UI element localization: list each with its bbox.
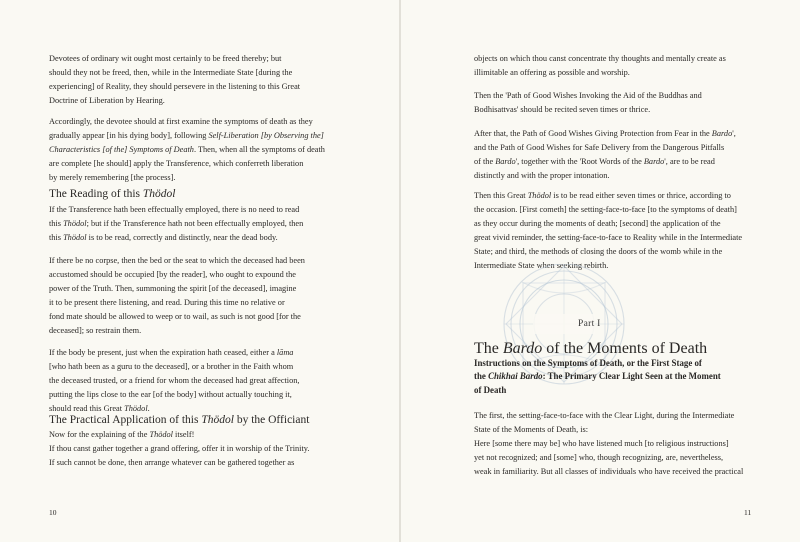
text-line: [49, 66, 300, 80]
text-line: [49, 310, 305, 324]
text-run: The Reading of this: [49, 188, 143, 200]
text-run: should read this Great: [49, 404, 125, 414]
right-para-1: [474, 52, 726, 80]
text-line: [474, 217, 742, 231]
text-line: [49, 456, 309, 470]
text-run: great vivid reminder, the setting-face-to-face to Reality while in the Intermediate: [474, 233, 743, 243]
right-para-5: [474, 409, 743, 479]
text-line: [49, 360, 299, 374]
italic-text: Thödol: [63, 219, 87, 229]
text-run: distinctly and with the proper intonation.: [474, 171, 610, 181]
text-run: experiencing] of Reality, they should persevere in the listening to this Great: [49, 82, 301, 92]
italic-text: Bardo: [502, 340, 543, 357]
text-run: this: [49, 219, 64, 229]
text-line: [49, 52, 300, 66]
text-line: [49, 428, 309, 442]
text-line: [474, 370, 721, 383]
text-line: [474, 409, 743, 423]
text-run: The first, the setting-face-to-face with the Clear Light, during the Intermediate: [474, 411, 735, 420]
italic-text: Thödol: [149, 430, 173, 439]
text-run: ', are to be read: [664, 157, 715, 167]
text-run: of the Moments of Death: [542, 340, 708, 357]
text-line: [474, 245, 742, 259]
left-para-3: [49, 203, 303, 245]
text-run: of Death: [474, 384, 507, 395]
text-run: After that, the Path of Good Wishes Giving Protection from Fear in the: [474, 129, 712, 138]
text-run: [who hath been as a guru to the deceased], or a brother in the Faith whom: [49, 362, 294, 372]
text-run: ', together with the 'Root Words of the: [515, 157, 644, 167]
text-run: objects on which thou canst concentrate thy thoughts and mentally create as: [474, 54, 726, 63]
text-run: If the Transference hath been effectually employed, there is no need to read: [49, 205, 300, 214]
text-run: of the: [474, 157, 496, 167]
text-line: [474, 357, 721, 370]
left-para-5: [49, 346, 299, 416]
text-run: ; but if the Transference hath not been effectually employed, then: [86, 219, 304, 229]
text-line: [474, 155, 736, 169]
text-run: is to be read, correctly and distinctly, near the dead body.: [86, 233, 278, 243]
text-run: Intermediate State when seeking rebirth.: [474, 261, 609, 271]
text-run: accustomed should be occupied [by the reader], who ought to expound the: [49, 270, 296, 280]
text-run: Devotees of ordinary wit ought most certainly to be freed thereby; but: [49, 54, 282, 63]
text-line: [49, 254, 305, 268]
italic-text: Bardo: [711, 129, 733, 138]
text-run: Then this Great: [474, 191, 528, 200]
text-run: The: [474, 340, 503, 357]
text-run: itself!: [172, 430, 195, 439]
italic-text: Thödol: [63, 233, 87, 243]
italic-text: Characteristics [of the] Symptoms of Death: [49, 145, 194, 155]
text-run: Then the 'Path of Good Wishes Invoking the Aid of the Buddhas and: [474, 91, 702, 100]
text-run: illimitable an offering as possible and worship.: [474, 68, 630, 78]
italic-text: Thödol: [142, 188, 176, 200]
left-para-4: [49, 254, 305, 339]
italic-text: Thödol: [201, 414, 234, 426]
text-line: [474, 465, 743, 479]
italic-text: lāma: [276, 348, 294, 357]
text-line: [474, 423, 743, 437]
text-run: Instructions on the Symptoms of Death, or the First Stage of: [474, 358, 702, 368]
text-line: [49, 143, 325, 157]
italic-text: Thödol: [527, 191, 552, 200]
text-run: weak in familiarity. But all classes of individuals who have received the practical: [474, 467, 744, 477]
text-line: [474, 231, 742, 245]
chapter-title: [474, 340, 707, 358]
part-label: Part I: [578, 319, 601, 329]
text-run: Doctrine of Liberation by Hearing.: [49, 96, 165, 106]
right-para-4: [474, 189, 742, 274]
text-run: by merely remembering [the process].: [49, 173, 176, 183]
text-run: deceased]; so restrain them.: [49, 326, 142, 336]
left-para-2: [49, 115, 325, 185]
italic-text: Bardo: [495, 157, 516, 167]
text-line: [49, 217, 303, 231]
left-para-1: [49, 52, 300, 108]
text-run: it to be present there listening, and read. During this time no relative or: [49, 298, 285, 308]
text-run: If thou canst gather together a grand offering, offer it in worship of the Trinity.: [49, 444, 310, 454]
text-run: yet not recognized; and [some] who, though recognizing, are, nevertheless,: [474, 453, 724, 463]
chapter-subtitle: [474, 357, 721, 397]
text-run: and the Path of Good Wishes for Safe Delivery from the Dangerous Pitfalls: [474, 143, 725, 153]
text-run: ',: [732, 129, 736, 138]
text-line: [49, 157, 325, 171]
text-line: [474, 203, 742, 217]
text-line: [49, 80, 300, 94]
text-run: If such cannot be done, then arrange whatever can be gathered together as: [49, 458, 295, 468]
text-line: [474, 189, 742, 203]
heading-reading: [49, 187, 176, 201]
text-run: Bodhisattvas' should be recited seven times or thrice.: [474, 105, 651, 115]
text-run: putting the lips close to the ear [of the body] without actually touching it,: [49, 390, 292, 400]
text-run: The Practical Application of this: [49, 414, 202, 426]
text-run: by the Officiant: [233, 414, 310, 426]
text-line: [474, 437, 743, 451]
text-run: fond mate should be allowed to weep or to wail, as such is not good [for the: [49, 312, 301, 322]
italic-text: Self-Liberation [by Observing the]: [208, 131, 324, 141]
left-para-6: [49, 428, 309, 470]
text-run: If the body be present, just when the expiration hath ceased, either a: [49, 348, 277, 357]
text-run: the deceased trusted, or a friend for whom the deceased had great affection,: [49, 376, 300, 386]
text-line: [49, 268, 305, 282]
text-line: [474, 141, 736, 155]
text-line: [49, 346, 299, 360]
text-line: [49, 231, 303, 245]
text-run: Here [some there may be] who have listened much [to religious instructions]: [474, 439, 729, 449]
text-run: gradually appear [in his dying body], following: [49, 131, 209, 141]
text-line: [474, 89, 702, 103]
text-line: [474, 103, 702, 117]
page-number-left: 10: [49, 508, 57, 517]
text-line: [474, 384, 721, 397]
text-run: Now for the explaining of the: [49, 430, 150, 439]
text-run: .: [147, 404, 150, 414]
text-line: [474, 451, 743, 465]
right-para-3: [474, 127, 736, 183]
text-line: [49, 115, 325, 129]
text-run: State of the Moments of Death, is:: [474, 425, 589, 435]
text-line: [49, 374, 299, 388]
text-run: as they occur during the moments of death; [second] the application of the: [474, 219, 721, 229]
italic-text: Bardo: [643, 157, 665, 167]
text-run: Accordingly, the devotee should at first examine the symptoms of death as they: [49, 117, 313, 126]
text-line: [49, 94, 300, 108]
right-para-2: [474, 89, 702, 117]
text-run: the: [474, 371, 489, 382]
text-run: the occasion. [First cometh] the setting-face-to-face [to the symptoms of death]: [474, 205, 737, 215]
text-run: : The Primary Clear Light Seen at the Moment: [542, 371, 721, 382]
text-run: is to be read either seven times or thrice, according to: [551, 191, 731, 200]
page-number-right: 11: [744, 508, 752, 517]
text-line: [49, 171, 325, 185]
text-line: [474, 52, 726, 66]
text-line: [474, 127, 736, 141]
text-line: [49, 442, 309, 456]
text-line: [49, 296, 305, 310]
text-run: power of the Truth. Then, summoning the spirit [of the deceased], imagine: [49, 284, 297, 294]
text-run: are complete [he should] apply the Transference, which conferreth liberation: [49, 159, 304, 169]
italic-text: Thödol: [124, 404, 148, 414]
text-run: . Then, when all the symptoms of death: [193, 145, 325, 155]
text-line: [49, 282, 305, 296]
text-run: State; and third, the methods of closing the doors of the womb while in the: [474, 247, 723, 257]
text-run: this: [49, 233, 64, 243]
text-run: If there be no corpse, then the bed or the seat to which the deceased had been: [49, 256, 305, 265]
text-line: [49, 324, 305, 338]
text-line: [474, 66, 726, 80]
text-run: should they not be freed, then, while in the Intermediate State [during the: [49, 68, 293, 78]
text-line: [49, 388, 299, 402]
italic-text: Chikhai Bardo: [488, 371, 543, 382]
text-line: [474, 169, 736, 183]
heading-practical: [49, 413, 309, 427]
text-line: [49, 129, 325, 143]
text-line: [49, 203, 303, 217]
